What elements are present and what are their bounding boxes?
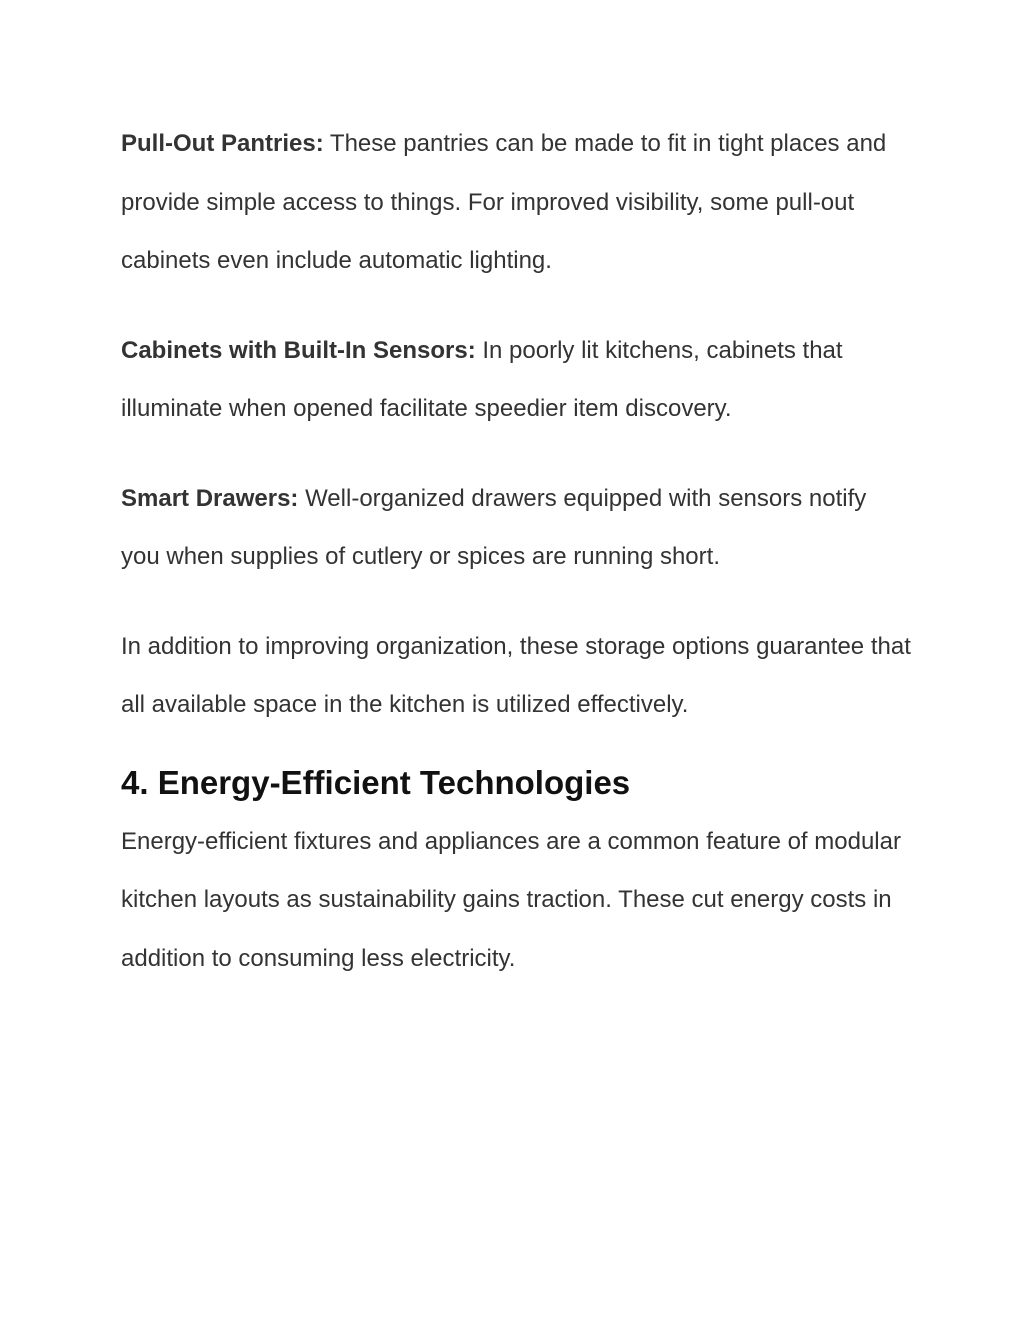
energy-efficient-paragraph: Energy-efficient fixtures and appliances are a common feature of modular kitchen layouts as sustainability gains traction. These cut energy costs in addition to consuming less electricity.	[121, 827, 901, 972]
section-heading: 4. Energy-Efficient Technologies	[121, 763, 631, 801]
smart-drawers-lead: Smart Drawers:	[121, 484, 299, 512]
built-in-sensors-lead: Cabinets with Built-In Sensors:	[121, 336, 476, 364]
document-page	[121, 115, 911, 988]
smart-drawers-text: Well-organized drawers equipped with sensors notify you when supplies of cutlery or spices are running short.	[121, 484, 867, 570]
smart-drawers-paragraph	[121, 470, 911, 587]
pull-out-pantries-lead: Pull-Out Pantries:	[121, 130, 324, 157]
summary-paragraph: In addition to improving organization, these storage options guarantee that all available space in the kitchen is utilized effectively.	[121, 632, 911, 718]
pull-out-pantries-text: These pantries can be made to fit in tight places and provide simple access to things. For improved visibility, some pull-out cabinets even include automatic lighting.	[121, 130, 887, 274]
built-in-sensors-paragraph	[121, 322, 911, 439]
pull-out-pantries-paragraph	[121, 115, 911, 291]
built-in-sensors-text: In poorly lit kitchens, cabinets that illuminate when opened facilitate speedier item discovery.	[121, 336, 843, 422]
